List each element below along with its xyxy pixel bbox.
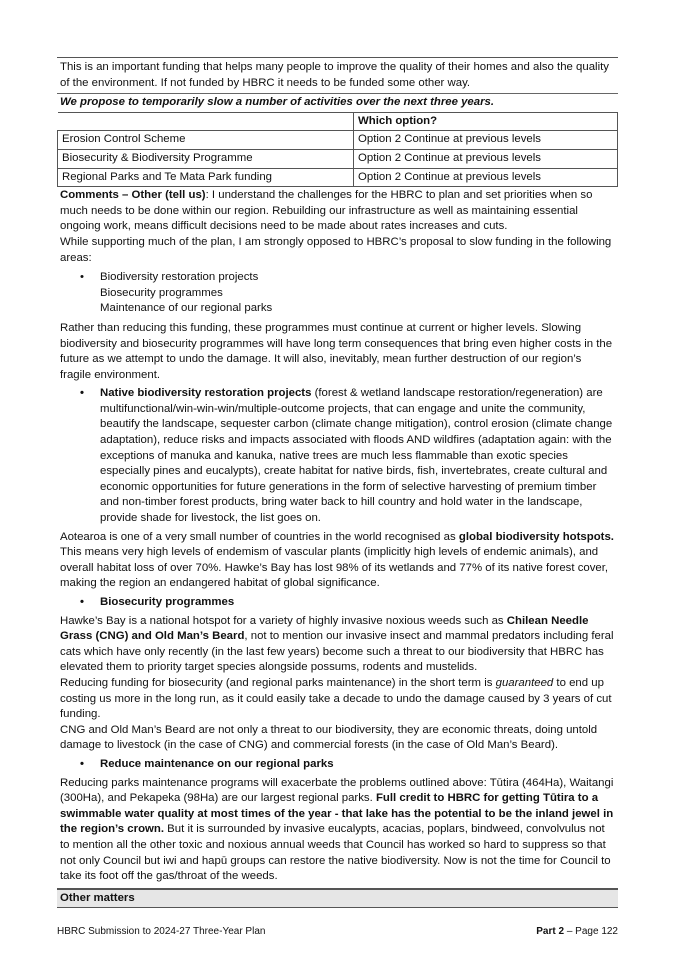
bullet-title: Reduce maintenance on our regional parks [100, 757, 334, 770]
option-cell: Option 2 Continue at previous levels [354, 149, 618, 168]
cng-paragraph: CNG and Old Man’s Beard are not only a threat to our biodiversity, they are economic threats, doing untold damage to livestock (in the case of CNG) and commercial forests (in the case of Old Man’s Beard). [60, 723, 598, 752]
option-cell: Option 2 Continue at previous levels [354, 168, 618, 187]
list-item [80, 386, 615, 526]
footer-page: – Page 122 [564, 926, 618, 937]
parks-bullet [60, 757, 615, 773]
biosecurity-bullet [60, 595, 615, 611]
opposed-paragraph: While supporting much of the plan, I am strongly opposed to HBRC’s proposal to slow funding in the following areas: [60, 235, 612, 264]
table-row [58, 131, 618, 150]
text-run-bold: Chilean Needle Grass (CNG) and Old Man’s Beard [60, 614, 589, 643]
comments-section [57, 187, 618, 889]
which-option-header: Which option? [354, 112, 618, 131]
text-run: to end up costing us more in the long run, as it could easily take a decade to undo the damage caused by 3 years of cut funding. [60, 676, 612, 721]
parks-paragraph [60, 776, 615, 885]
activity-cell: Biosecurity & Biodiversity Programme [58, 149, 354, 168]
list-item: • Biodiversity restoration projects [80, 270, 615, 286]
text-run-bold: Full credit to HBRC for getting Tūtira to a swimmable water quality at most times of the year - that lake has the potential to be the inland jewel in the region’s crown. [60, 792, 614, 836]
blank-header-cell [58, 112, 354, 131]
text-run: Aotearoa is one of a very small number of countries in the world recognised as [60, 530, 459, 543]
activity-cell: Regional Parks and Te Mata Park funding [58, 168, 354, 187]
options-header-row [58, 112, 618, 131]
table-row [58, 168, 618, 187]
text-run: Reducing parks maintenance programs will exacerbate the problems outlined above: Tūtira (464Ha), Waitangi (300Ha), and Pekapeka (98Ha) are our largest regional parks. [60, 776, 614, 805]
list-item [80, 595, 615, 611]
options-table [57, 112, 618, 187]
list-item [80, 757, 615, 773]
text-run: But it is surrounded by invasive eucalypts, acacias, poplars, bindweed, convolvulus not to mention all the other toxic and noxious annual weeds that Council has worked so hard to suppress so that not only Council but iwi and hapū groups can restore the native biodiversity. Now is not the time for Council to take its foot off the gas/throat of the weeds. [60, 823, 611, 883]
bullet-title: Biosecurity programmes [100, 596, 235, 608]
text-run: Reducing funding for biosecurity (and regional parks maintenance) in the short term is [60, 676, 496, 689]
text-run-italic: guaranteed [495, 676, 554, 689]
reducing-paragraph [60, 676, 615, 723]
option-cell: Option 2 Continue at previous levels [354, 131, 618, 150]
propose-heading: We propose to temporarily slow a number of activities over the next three years. [60, 96, 495, 109]
page-footer [57, 924, 618, 940]
text-run: This means very high levels of endemism of vascular plants (implicitly high levels of endemic animals), and overall habitat loss of over 70%. Hawke’s Bay has lost 98% of its wetlands and 77% of its native forest cover, making the region an endangered habitat of global significance. [60, 546, 609, 590]
other-matters-heading: Other matters [57, 889, 618, 909]
bullet-title: Native biodiversity restoration projects [100, 387, 312, 400]
comments-label: Comments – Other (tell us) [60, 189, 206, 202]
comments-text: : I understand the challenges for the HBRC to plan and set priorities when so much needs to be done within our region. Rebuilding our infrastructure as well as maintaining essential ongoing work, means difficult decisions need to be made about rates increases and cuts. [60, 189, 593, 233]
comments-intro [60, 188, 615, 235]
document-page [57, 57, 618, 908]
text-run: , not to mention our invasive insect and mammal predators including feral cats which have only recently (in the last few years) become such a threat to our biodiversity that HBRC has elevated them to priority target species alongside possums, rodents and mustelids. [60, 630, 614, 674]
footer-page-number [536, 924, 618, 940]
text-run: Hawke’s Bay is a national hotspot for a variety of highly invasive noxious weeds such as [60, 614, 507, 627]
aotearoa-paragraph [60, 530, 615, 592]
table-row [58, 149, 618, 168]
bullet-text: (forest & wetland landscape restoration/regeneration) are multifunctional/win-win-win/multiple-outcome projects, that can engage and unite the community, beautify the landscape, sequester carbon (climate change mitigation), control erosion (climate change adaptation), reduce risks and impacts associated with floods AND wildfires (adaptation again: with the exceptions of manuka and kanuka, native trees are much less flammable than exotic species especially pines and eucalypts), create habitat for native birds, fish, invertebrates, create cultural and economic opportunities for future generations in the form of selective harvesting of premium timber and non-timber forest products, bring water back to hill country and hold water in the landscape, provide shade for livestock, the list goes on. [100, 387, 613, 525]
biodiversity-bullet [60, 386, 615, 526]
areas-list [60, 270, 615, 317]
intro-paragraph: This is an important funding that helps many people to improve the quality of their homes and also the quality of the environment. If not funded by HBRC it needs to be funded some other way. [57, 58, 618, 94]
rather-paragraph: Rather than reducing this funding, these programmes must continue at current or higher levels. Slowing biodiversity and biosecurity programmes will have long term consequences that bring even higher costs in the future as we attempt to undo the damage. It will also, inevitably, mean further destruction of our region’s fragile environment. [60, 321, 613, 381]
hotspot-paragraph [60, 614, 615, 676]
activity-cell: Erosion Control Scheme [58, 131, 354, 150]
list-item: Biosecurity programmes [100, 286, 223, 299]
list-item: Maintenance of our regional parks [100, 302, 273, 315]
footer-title: HBRC Submission to 2024-27 Three-Year Plan [57, 926, 266, 937]
footer-part: Part 2 [536, 926, 565, 937]
text-run-bold: global biodiversity hotspots. [458, 530, 614, 543]
